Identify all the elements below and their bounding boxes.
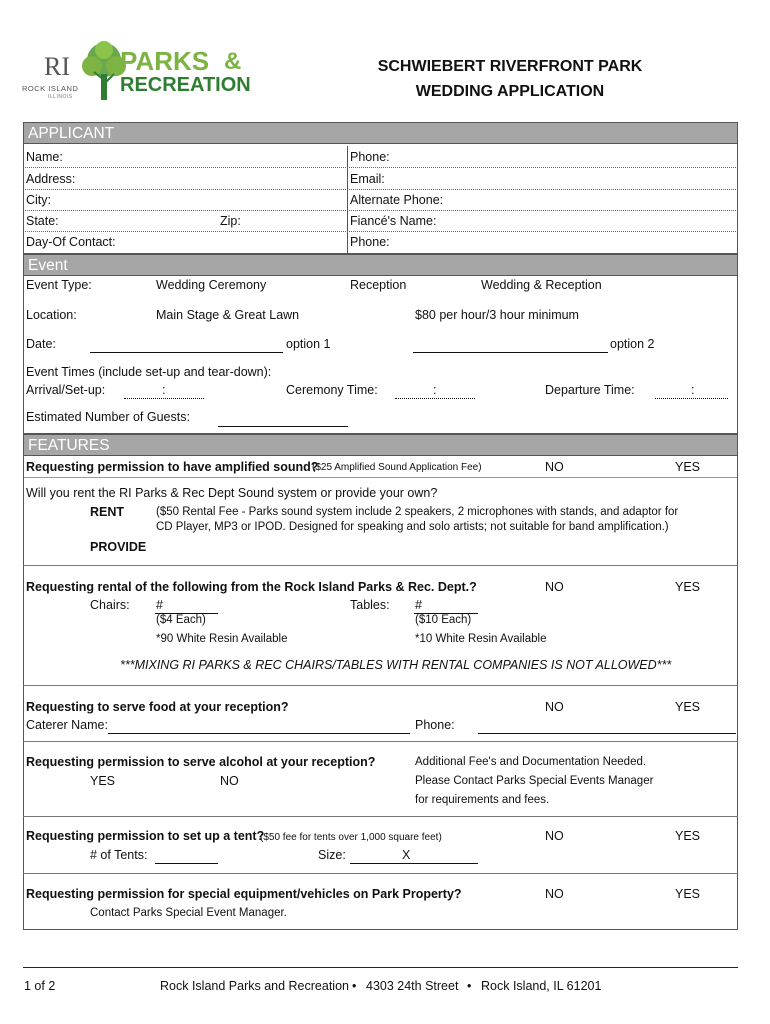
equipment-question: Requesting permission for special equipment/vehicles on Park Property? xyxy=(26,887,462,901)
footer-city: Rock Island, IL 61201 xyxy=(481,979,602,993)
mixing-warning: ***MIXING RI PARKS & REC CHAIRS/TABLES WITH RENTAL COMPANIES IS NOT ALLOWED*** xyxy=(120,658,672,672)
location-value: Main Stage & Great Lawn xyxy=(156,308,300,322)
logo-recreation: RECREATION xyxy=(120,74,251,96)
chairs-available: *90 White Resin Available xyxy=(156,633,288,645)
guests-field[interactable] xyxy=(218,426,348,427)
event-type-ceremony[interactable]: Wedding Ceremony xyxy=(156,278,267,292)
phone-label[interactable]: Phone: xyxy=(350,150,390,164)
departure-label: Departure Time: xyxy=(545,383,635,397)
applicant-heading: APPLICANT xyxy=(23,122,738,144)
tent-no[interactable]: NO xyxy=(545,829,564,843)
departure-colon: : xyxy=(691,383,695,397)
page-subtitle: WEDDING APPLICATION xyxy=(415,83,605,100)
dayof-contact-label[interactable]: Day-Of Contact: xyxy=(26,235,116,249)
footer-bullet-2: • xyxy=(467,979,472,993)
date-option1-field[interactable] xyxy=(90,352,283,353)
rental-yes[interactable]: YES xyxy=(675,580,701,594)
logo-state: ILLINOIS xyxy=(48,94,73,100)
address-label[interactable]: Address: xyxy=(26,172,76,186)
alt-phone-label[interactable]: Alternate Phone: xyxy=(350,193,444,207)
alcohol-yes[interactable]: YES xyxy=(90,774,116,788)
equipment-no[interactable]: NO xyxy=(545,887,564,901)
footer-street: 4303 24th Street xyxy=(366,979,459,993)
fiance-label[interactable]: Fiancé's Name: xyxy=(350,214,437,228)
page-number: 1 of 2 xyxy=(24,979,56,993)
sound-rent-question: Will you rent the RI Parks & Rec Dept Sound system or provide your own? xyxy=(26,486,438,500)
size-label: Size: xyxy=(318,848,346,862)
arrival-colon: : xyxy=(162,383,166,397)
chairs-hash: # xyxy=(156,598,163,612)
chairs-price: ($4 Each) xyxy=(156,614,206,626)
departure-time-field[interactable] xyxy=(655,398,728,399)
food-yes[interactable]: YES xyxy=(675,700,701,714)
event-times-label: Event Times (include set-up and tear-down): xyxy=(26,365,272,379)
provide-option[interactable]: PROVIDE xyxy=(90,540,147,554)
name-label[interactable]: Name: xyxy=(26,150,63,164)
ceremony-colon: : xyxy=(433,383,437,397)
chairs-label: Chairs: xyxy=(90,598,130,612)
tent-yes[interactable]: YES xyxy=(675,829,701,843)
sound-fee: ($25 Amplified Sound Application Fee) xyxy=(312,462,482,473)
footer-bullet-1: • xyxy=(352,979,357,993)
date-label: Date: xyxy=(26,337,56,351)
caterer-label: Caterer Name: xyxy=(26,718,108,732)
tents-count-field[interactable] xyxy=(155,863,218,864)
tent-fee: ($50 fee for tents over 1,000 square feet) xyxy=(260,832,442,843)
arrival-time-field[interactable] xyxy=(124,398,204,399)
dayof-phone-label[interactable]: Phone: xyxy=(350,235,390,249)
state-label[interactable]: State: xyxy=(26,214,59,228)
alcohol-note-1: Additional Fee's and Documentation Needed. xyxy=(415,756,647,768)
tent-size-field[interactable] xyxy=(350,863,478,864)
ceremony-time-field[interactable] xyxy=(395,398,475,399)
sound-yes[interactable]: YES xyxy=(675,460,701,474)
email-label[interactable]: Email: xyxy=(350,172,385,186)
sound-no[interactable]: NO xyxy=(545,460,564,474)
rent-desc-line2: CD Player, MP3 or IPOD. Designed for speaking and solo artists; not suitable for band amplification.) xyxy=(156,521,669,533)
alcohol-note-2: Please Contact Parks Special Events Manager xyxy=(415,775,654,787)
tables-hash: # xyxy=(415,598,422,612)
equipment-note: Contact Parks Special Event Manager. xyxy=(90,907,287,919)
logo-amp: & xyxy=(224,48,242,75)
sound-question: Requesting permission to have amplified sound? xyxy=(26,460,319,474)
rental-question: Requesting rental of the following from the Rock Island Parks & Rec. Dept.? xyxy=(26,580,477,594)
footer-divider xyxy=(23,967,738,968)
alcohol-question: Requesting permission to serve alcohol at your reception? xyxy=(26,755,376,769)
option1-label: option 1 xyxy=(286,337,331,351)
footer-org: Rock Island Parks and Recreation xyxy=(160,979,349,993)
alcohol-no[interactable]: NO xyxy=(220,774,239,788)
logo-parks: PARKS xyxy=(120,46,210,76)
arrival-label: Arrival/Set-up: xyxy=(26,383,106,397)
tents-label: # of Tents: xyxy=(90,848,148,862)
event-type-label: Event Type: xyxy=(26,278,92,292)
zip-label[interactable]: Zip: xyxy=(220,214,241,228)
rent-desc-line1: ($50 Rental Fee - Parks sound system include 2 speakers, 2 microphones with stands, and adaptor for xyxy=(156,506,679,518)
logo-city: ROCK ISLAND xyxy=(22,84,79,93)
rent-option[interactable]: RENT xyxy=(90,505,125,519)
tables-price: ($10 Each) xyxy=(415,614,472,626)
caterer-phone-field[interactable] xyxy=(478,733,736,734)
equipment-yes[interactable]: YES xyxy=(675,887,701,901)
size-x: X xyxy=(402,848,411,862)
city-label[interactable]: City: xyxy=(26,193,51,207)
event-type-both[interactable]: Wedding & Reception xyxy=(481,278,602,292)
food-question: Requesting to serve food at your reception? xyxy=(26,700,289,714)
caterer-field[interactable] xyxy=(108,733,410,734)
caterer-phone-label: Phone: xyxy=(415,718,455,732)
event-type-reception[interactable]: Reception xyxy=(350,278,407,292)
food-no[interactable]: NO xyxy=(545,700,564,714)
rental-no[interactable]: NO xyxy=(545,580,564,594)
event-heading: Event xyxy=(23,254,738,276)
page-title: SCHWIEBERT RIVERFRONT PARK xyxy=(377,58,643,75)
tables-available: *10 White Resin Available xyxy=(415,633,547,645)
logo xyxy=(20,40,250,106)
ceremony-time-label: Ceremony Time: xyxy=(286,383,378,397)
features-heading: FEATURES xyxy=(23,434,738,456)
guests-label: Estimated Number of Guests: xyxy=(26,410,190,424)
tables-label: Tables: xyxy=(350,598,390,612)
option2-label: option 2 xyxy=(610,337,655,351)
rate-text: $80 per hour/3 hour minimum xyxy=(415,308,579,322)
location-label: Location: xyxy=(26,308,77,322)
alcohol-note-3: for requirements and fees. xyxy=(415,794,550,806)
tent-question: Requesting permission to set up a tent? xyxy=(26,829,265,843)
date-option2-field[interactable] xyxy=(413,352,608,353)
logo-ri: RI xyxy=(44,52,70,81)
